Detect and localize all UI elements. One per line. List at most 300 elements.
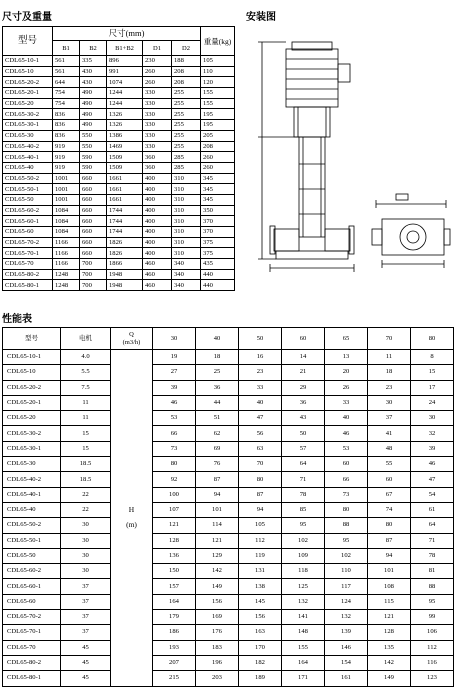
dim-table-row <box>3 162 235 173</box>
dim-value-cell: 260 <box>143 66 172 77</box>
perf-head-value-cell: 193 <box>153 640 196 655</box>
perf-motor-cell: 45 <box>61 671 111 686</box>
perf-head-value-cell: 161 <box>325 671 368 686</box>
dim-value-cell: 155 <box>201 88 235 99</box>
head-column-cell <box>111 487 153 502</box>
perf-table-row <box>3 502 454 517</box>
dimension-table <box>2 26 235 291</box>
dim-value-cell: 896 <box>107 56 143 67</box>
perf-model-cell: CDL65-50-2 <box>3 518 61 533</box>
perf-motor-cell: 15 <box>61 426 111 441</box>
dim-value-cell: 435 <box>201 259 235 270</box>
perf-table-row <box>3 350 454 365</box>
perf-head-value-cell: 15 <box>411 365 454 380</box>
perf-head-value-cell: 80 <box>239 472 282 487</box>
perf-head-value-cell: 40 <box>325 411 368 426</box>
perf-motor-cell: 30 <box>61 548 111 563</box>
dim-value-cell: 1386 <box>107 130 143 141</box>
dim-value-cell: 836 <box>53 130 80 141</box>
dim-model-cell: CDL65-50-1 <box>3 184 53 195</box>
dim-value-cell: 260 <box>201 162 235 173</box>
perf-head-value-cell: 32 <box>411 426 454 441</box>
dim-value-cell: 919 <box>53 152 80 163</box>
install-section-title: 安装图 <box>246 12 276 23</box>
perf-head-value-cell: 132 <box>325 610 368 625</box>
head-column-cell <box>111 564 153 579</box>
dim-header-d1: D1 <box>143 41 172 56</box>
dim-value-cell: 350 <box>201 205 235 216</box>
dim-table-row <box>3 237 235 248</box>
dim-value-cell: 330 <box>143 141 172 152</box>
dim-model-cell: CDL65-30-1 <box>3 120 53 131</box>
perf-head-value-cell: 30 <box>368 395 411 410</box>
perf-head-value-cell: 61 <box>411 502 454 517</box>
dim-table-row <box>3 141 235 152</box>
dim-value-cell: 188 <box>172 56 201 67</box>
dim-value-cell: 1469 <box>107 141 143 152</box>
head-column-cell <box>111 625 153 640</box>
dim-value-cell: 660 <box>80 205 107 216</box>
perf-model-cell: CDL65-10-1 <box>3 350 61 365</box>
dim-value-cell: 660 <box>80 248 107 259</box>
perf-head-value-cell: 114 <box>196 518 239 533</box>
perf-motor-cell: 45 <box>61 640 111 655</box>
dim-value-cell: 255 <box>172 120 201 131</box>
perf-head-value-cell: 80 <box>153 457 196 472</box>
dim-value-cell: 440 <box>201 280 235 291</box>
perf-head-value-cell: 156 <box>239 610 282 625</box>
perf-model-cell: CDL65-70 <box>3 640 61 655</box>
dim-value-cell: 1326 <box>107 109 143 120</box>
perf-head-value-cell: 141 <box>282 610 325 625</box>
perf-head-value-cell: 47 <box>411 472 454 487</box>
dim-value-cell: 360 <box>143 152 172 163</box>
dim-model-cell: CDL65-50 <box>3 194 53 205</box>
perf-head-value-cell: 101 <box>196 502 239 517</box>
perf-motor-cell: 37 <box>61 610 111 625</box>
perf-head-value-cell: 109 <box>282 548 325 563</box>
perf-head-value-cell: 29 <box>282 380 325 395</box>
perf-table-row <box>3 640 454 655</box>
dim-model-cell: CDL65-20 <box>3 98 53 109</box>
dim-value-cell: 1084 <box>53 205 80 216</box>
perf-head-value-cell: 80 <box>368 518 411 533</box>
dim-table-row <box>3 248 235 259</box>
perf-head-value-cell: 40 <box>239 395 282 410</box>
perf-model-cell: CDL65-30 <box>3 457 61 472</box>
dim-value-cell: 490 <box>80 88 107 99</box>
perf-table-row <box>3 487 454 502</box>
perf-head-value-cell: 123 <box>411 671 454 686</box>
perf-table-row <box>3 579 454 594</box>
dim-table-row <box>3 269 235 280</box>
dim-value-cell: 1001 <box>53 184 80 195</box>
perf-motor-cell: 11 <box>61 411 111 426</box>
dim-header-size: 尺寸(mm) <box>53 27 201 41</box>
perf-head-value-cell: 154 <box>325 655 368 670</box>
perf-model-cell: CDL65-10 <box>3 365 61 380</box>
dim-value-cell: 340 <box>172 269 201 280</box>
perf-head-value-cell: 117 <box>325 579 368 594</box>
perf-head-value-cell: 112 <box>411 640 454 655</box>
dim-value-cell: 255 <box>172 130 201 141</box>
perf-head-value-cell: 39 <box>153 380 196 395</box>
dim-value-cell: 1001 <box>53 173 80 184</box>
perf-head-value-cell: 149 <box>196 579 239 594</box>
dim-model-cell: CDL65-60 <box>3 227 53 238</box>
perf-head-value-cell: 128 <box>368 625 411 640</box>
perf-model-cell: CDL65-80-1 <box>3 671 61 686</box>
dim-value-cell: 310 <box>172 173 201 184</box>
perf-head-value-cell: 88 <box>325 518 368 533</box>
head-unit: (m) <box>111 518 153 533</box>
dim-table-row <box>3 66 235 77</box>
perf-head-value-cell: 196 <box>196 655 239 670</box>
perf-head-value-cell: 44 <box>196 395 239 410</box>
perf-model-cell: CDL65-60-1 <box>3 579 61 594</box>
perf-head-value-cell: 118 <box>282 564 325 579</box>
dim-model-cell: CDL65-20-1 <box>3 88 53 99</box>
dim-table-row <box>3 194 235 205</box>
dim-value-cell: 310 <box>172 248 201 259</box>
perf-head-value-cell: 142 <box>368 655 411 670</box>
perf-head-value-cell: 149 <box>368 671 411 686</box>
perf-head-value-cell: 101 <box>368 564 411 579</box>
perf-model-cell: CDL65-20 <box>3 411 61 426</box>
perf-head-value-cell: 60 <box>325 457 368 472</box>
perf-head-value-cell: 156 <box>196 594 239 609</box>
head-column-cell <box>111 365 153 380</box>
perf-head-value-cell: 36 <box>282 395 325 410</box>
dim-value-cell: 370 <box>201 216 235 227</box>
perf-table-row <box>3 548 454 563</box>
perf-head-value-cell: 53 <box>153 411 196 426</box>
perf-head-value-cell: 41 <box>368 426 411 441</box>
perf-head-value-cell: 189 <box>239 671 282 686</box>
perf-head-value-cell: 142 <box>196 564 239 579</box>
dim-value-cell: 1744 <box>107 216 143 227</box>
dim-header-model: 型号 <box>3 27 53 56</box>
dim-value-cell: 208 <box>172 77 201 88</box>
perf-head-value-cell: 47 <box>239 411 282 426</box>
perf-head-value-cell: 102 <box>325 548 368 563</box>
perf-header-flow: 40 <box>196 328 239 350</box>
dim-model-cell: CDL65-60-2 <box>3 205 53 216</box>
dim-value-cell: 120 <box>201 77 235 88</box>
dim-value-cell: 1001 <box>53 194 80 205</box>
perf-head-value-cell: 17 <box>411 380 454 395</box>
perf-motor-cell: 37 <box>61 594 111 609</box>
dim-table-row <box>3 77 235 88</box>
dim-table-row <box>3 152 235 163</box>
head-column-cell <box>111 655 153 670</box>
dim-model-cell: CDL65-70-2 <box>3 237 53 248</box>
perf-head-value-cell: 145 <box>239 594 282 609</box>
perf-model-cell: CDL65-30-2 <box>3 426 61 441</box>
dim-model-cell: CDL65-40 <box>3 162 53 173</box>
perf-head-value-cell: 64 <box>411 518 454 533</box>
dim-value-cell: 345 <box>201 184 235 195</box>
perf-head-value-cell: 33 <box>239 380 282 395</box>
dim-header-b1b2: B1+B2 <box>107 41 143 56</box>
perf-head-value-cell: 139 <box>325 625 368 640</box>
perf-head-value-cell: 14 <box>282 350 325 365</box>
dim-value-cell: 330 <box>143 109 172 120</box>
head-column-cell <box>111 533 153 548</box>
dim-value-cell: 400 <box>143 248 172 259</box>
perf-table-row <box>3 457 454 472</box>
dim-value-cell: 255 <box>172 109 201 120</box>
dim-value-cell: 110 <box>201 66 235 77</box>
dim-value-cell: 330 <box>143 120 172 131</box>
dim-value-cell: 208 <box>201 141 235 152</box>
dim-value-cell: 310 <box>172 216 201 227</box>
dim-value-cell: 400 <box>143 205 172 216</box>
perf-header-model: 型号 <box>3 328 61 350</box>
perf-model-cell: CDL65-60-2 <box>3 564 61 579</box>
perf-head-value-cell: 55 <box>368 457 411 472</box>
perf-head-value-cell: 36 <box>196 380 239 395</box>
dim-table-row <box>3 184 235 195</box>
dim-model-cell: CDL65-70 <box>3 259 53 270</box>
dim-value-cell: 1744 <box>107 205 143 216</box>
perf-head-value-cell: 94 <box>239 502 282 517</box>
perf-head-value-cell: 207 <box>153 655 196 670</box>
perf-header-flow: 50 <box>239 328 282 350</box>
dim-value-cell: 345 <box>201 194 235 205</box>
dim-value-cell: 360 <box>143 162 172 173</box>
perf-head-value-cell: 125 <box>282 579 325 594</box>
perf-table-row <box>3 625 454 640</box>
dim-value-cell: 400 <box>143 184 172 195</box>
perf-head-value-cell: 146 <box>325 640 368 655</box>
dim-value-cell: 1866 <box>107 259 143 270</box>
perf-head-value-cell: 106 <box>411 625 454 640</box>
perf-head-value-cell: 78 <box>411 548 454 563</box>
dim-value-cell: 430 <box>80 77 107 88</box>
head-label: H <box>111 502 153 517</box>
perf-head-value-cell: 64 <box>282 457 325 472</box>
dim-table-row <box>3 227 235 238</box>
dim-model-cell: CDL65-70-1 <box>3 248 53 259</box>
perf-head-value-cell: 23 <box>368 380 411 395</box>
dim-value-cell: 105 <box>201 56 235 67</box>
perf-head-value-cell: 23 <box>239 365 282 380</box>
perf-head-value-cell: 48 <box>368 441 411 456</box>
dim-table-row <box>3 88 235 99</box>
dim-value-cell: 700 <box>80 269 107 280</box>
dim-value-cell: 310 <box>172 205 201 216</box>
dim-value-cell: 919 <box>53 162 80 173</box>
perf-motor-cell: 22 <box>61 487 111 502</box>
dim-value-cell: 1661 <box>107 173 143 184</box>
dim-model-cell: CDL65-50-2 <box>3 173 53 184</box>
perf-header-q-label: Q <box>129 330 134 338</box>
head-column-cell <box>111 457 153 472</box>
perf-head-value-cell: 54 <box>411 487 454 502</box>
perf-head-value-cell: 215 <box>153 671 196 686</box>
dim-value-cell: 330 <box>143 88 172 99</box>
perf-head-value-cell: 66 <box>153 426 196 441</box>
head-column-cell <box>111 395 153 410</box>
perf-header-flow: 80 <box>411 328 454 350</box>
perf-head-value-cell: 43 <box>282 411 325 426</box>
perf-head-value-cell: 105 <box>239 518 282 533</box>
perf-table-row <box>3 671 454 686</box>
perf-head-value-cell: 95 <box>282 518 325 533</box>
perf-model-cell: CDL65-80-2 <box>3 655 61 670</box>
dim-value-cell: 255 <box>172 88 201 99</box>
perf-table-row <box>3 380 454 395</box>
perf-head-value-cell: 87 <box>368 533 411 548</box>
perf-head-value-cell: 73 <box>153 441 196 456</box>
dim-value-cell: 660 <box>80 173 107 184</box>
dim-value-cell: 754 <box>53 88 80 99</box>
dim-value-cell: 375 <box>201 237 235 248</box>
perf-model-cell: CDL65-40 <box>3 502 61 517</box>
dim-value-cell: 260 <box>143 77 172 88</box>
dim-value-cell: 285 <box>172 152 201 163</box>
dim-value-cell: 644 <box>53 77 80 88</box>
perf-table-row <box>3 395 454 410</box>
dim-header-b2: B2 <box>80 41 107 56</box>
head-column-cell <box>111 548 153 563</box>
perf-head-value-cell: 155 <box>282 640 325 655</box>
dim-value-cell: 1166 <box>53 248 80 259</box>
perf-head-value-cell: 132 <box>282 594 325 609</box>
perf-head-value-cell: 121 <box>196 533 239 548</box>
perf-head-value-cell: 8 <box>411 350 454 365</box>
head-column-cell <box>111 594 153 609</box>
perf-head-value-cell: 108 <box>368 579 411 594</box>
perf-head-value-cell: 148 <box>282 625 325 640</box>
dim-value-cell: 255 <box>172 141 201 152</box>
perf-head-value-cell: 56 <box>239 426 282 441</box>
head-column-cell <box>111 426 153 441</box>
perf-head-value-cell: 129 <box>196 548 239 563</box>
perf-head-value-cell: 74 <box>368 502 411 517</box>
perf-head-value-cell: 183 <box>196 640 239 655</box>
perf-head-value-cell: 70 <box>239 457 282 472</box>
perf-head-value-cell: 78 <box>282 487 325 502</box>
dim-model-cell: CDL65-10-1 <box>3 56 53 67</box>
perf-motor-cell: 18.5 <box>61 457 111 472</box>
perf-head-value-cell: 157 <box>153 579 196 594</box>
dim-value-cell: 400 <box>143 216 172 227</box>
head-column-cell <box>111 640 153 655</box>
perf-head-value-cell: 121 <box>153 518 196 533</box>
dim-value-cell: 991 <box>107 66 143 77</box>
dim-value-cell: 754 <box>53 98 80 109</box>
dim-value-cell: 370 <box>201 227 235 238</box>
perf-motor-cell: 22 <box>61 502 111 517</box>
perf-header-q-unit: (m3/h) <box>122 338 141 346</box>
dim-value-cell: 490 <box>80 109 107 120</box>
installation-drawing <box>246 24 452 274</box>
dim-value-cell: 310 <box>172 184 201 195</box>
dim-table-row <box>3 205 235 216</box>
perf-table-row <box>3 610 454 625</box>
dim-value-cell: 1166 <box>53 259 80 270</box>
dim-table-row <box>3 120 235 131</box>
dimension-section-title: 尺寸及重量 <box>2 12 52 23</box>
perf-head-value-cell: 186 <box>153 625 196 640</box>
dim-value-cell: 550 <box>80 141 107 152</box>
perf-head-value-cell: 164 <box>153 594 196 609</box>
dim-table-row <box>3 173 235 184</box>
perf-table-row <box>3 594 454 609</box>
perf-table-row <box>3 564 454 579</box>
perf-head-value-cell: 124 <box>325 594 368 609</box>
perf-head-value-cell: 73 <box>325 487 368 502</box>
perf-head-value-cell: 50 <box>282 426 325 441</box>
performance-table <box>2 327 454 687</box>
dim-value-cell: 1509 <box>107 162 143 173</box>
perf-model-cell: CDL65-50 <box>3 548 61 563</box>
dim-value-cell: 1166 <box>53 237 80 248</box>
dim-table-row <box>3 109 235 120</box>
perf-motor-cell: 30 <box>61 533 111 548</box>
perf-head-value-cell: 11 <box>368 350 411 365</box>
perf-head-value-cell: 107 <box>153 502 196 517</box>
dim-value-cell: 1826 <box>107 237 143 248</box>
dim-value-cell: 700 <box>80 259 107 270</box>
dim-table-row <box>3 259 235 270</box>
perf-head-value-cell: 51 <box>196 411 239 426</box>
dim-value-cell: 260 <box>201 152 235 163</box>
dim-value-cell: 550 <box>80 130 107 141</box>
perf-motor-cell: 11 <box>61 395 111 410</box>
perf-model-cell: CDL65-20-2 <box>3 380 61 395</box>
dim-value-cell: 340 <box>172 280 201 291</box>
perf-head-value-cell: 203 <box>196 671 239 686</box>
dim-header-d2: D2 <box>172 41 201 56</box>
head-column-cell <box>111 472 153 487</box>
perf-head-value-cell: 171 <box>282 671 325 686</box>
perf-head-value-cell: 99 <box>411 610 454 625</box>
perf-head-value-cell: 87 <box>239 487 282 502</box>
performance-section-title: 性能表 <box>2 314 32 325</box>
dim-table-row <box>3 130 235 141</box>
dim-value-cell: 561 <box>53 56 80 67</box>
dim-model-cell: CDL65-40-2 <box>3 141 53 152</box>
perf-head-value-cell: 24 <box>411 395 454 410</box>
perf-head-value-cell: 88 <box>411 579 454 594</box>
dim-value-cell: 660 <box>80 194 107 205</box>
perf-model-cell: CDL65-40-2 <box>3 472 61 487</box>
perf-head-value-cell: 179 <box>153 610 196 625</box>
dim-model-cell: CDL65-10 <box>3 66 53 77</box>
dim-value-cell: 310 <box>172 237 201 248</box>
perf-head-value-cell: 164 <box>282 655 325 670</box>
perf-head-value-cell: 33 <box>325 395 368 410</box>
perf-header-flow: 30 <box>153 328 196 350</box>
dim-value-cell: 590 <box>80 152 107 163</box>
perf-head-value-cell: 102 <box>282 533 325 548</box>
dim-value-cell: 660 <box>80 227 107 238</box>
dim-model-cell: CDL65-60-1 <box>3 216 53 227</box>
dim-value-cell: 460 <box>143 280 172 291</box>
dim-value-cell: 330 <box>143 98 172 109</box>
perf-model-cell: CDL65-30-1 <box>3 441 61 456</box>
dim-model-cell: CDL65-80-1 <box>3 280 53 291</box>
perf-motor-cell: 4.0 <box>61 350 111 365</box>
dim-value-cell: 400 <box>143 173 172 184</box>
dim-value-cell: 440 <box>201 269 235 280</box>
perf-head-value-cell: 67 <box>368 487 411 502</box>
dim-value-cell: 375 <box>201 248 235 259</box>
dim-value-cell: 335 <box>80 56 107 67</box>
